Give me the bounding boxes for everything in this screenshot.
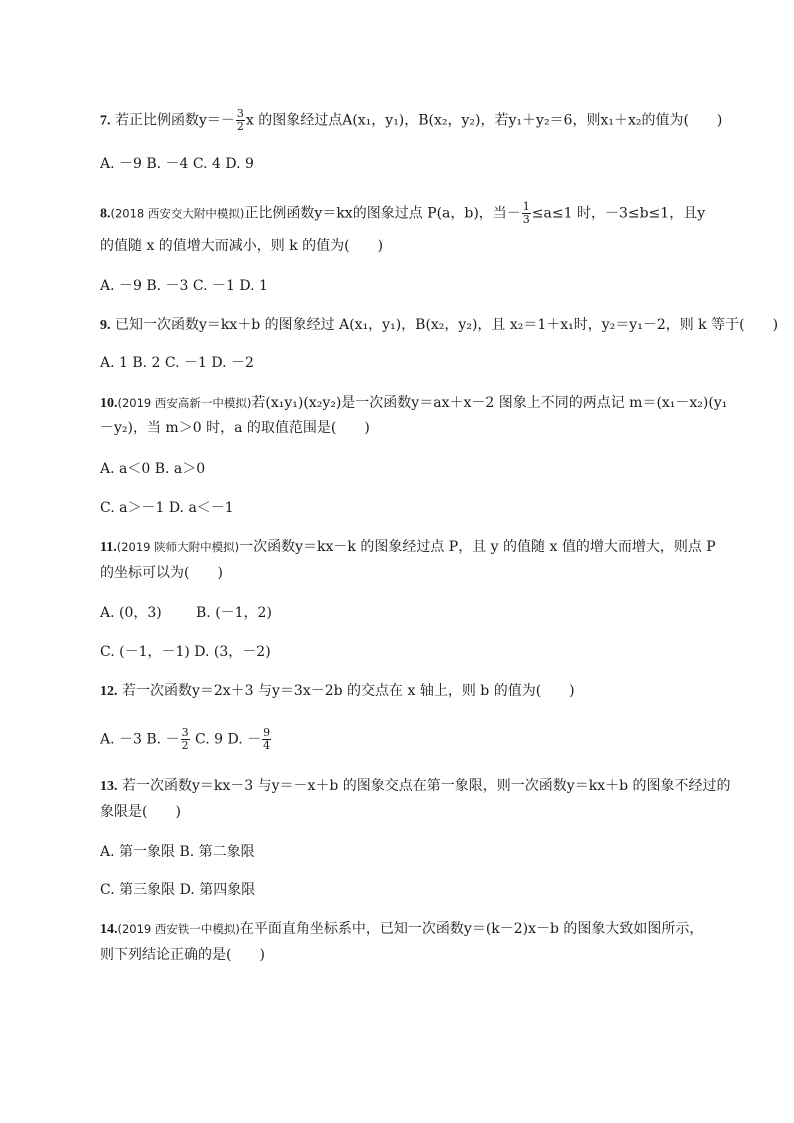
question-number: 8. (100, 206, 111, 222)
question-number: 9. (100, 318, 111, 333)
question-9 (100, 315, 778, 336)
question-7 (100, 108, 722, 133)
question-14-line-2: 则下列结论正确的是( ) (100, 947, 265, 963)
question-text-continued: ≤a≤1 时，－3≤b≤1，且y (531, 205, 706, 222)
question-8-options: A. －9 B. －3 C. －1 D. 1 (100, 278, 268, 294)
question-11-options-row-2: C. (－1，－1) D. (3，－2) (100, 644, 271, 660)
question-text-continued: x 的图象经过点A(x₁，y₁)，B(x₂，y₂)，若y₁＋y₂＝6，则x₁＋x₂的值为( ) (245, 112, 723, 129)
question-text: 在平面直角坐标系中，已知一次函数y＝(k－2)x－b 的图象大致如图所示， (239, 921, 704, 937)
question-text: 已知一次函数y＝kx＋b 的图象经过 A(x₁，y₁)，B(x₂，y₂)，且 x₂＝1＋x₁时，y₂＝y₁－2，则 k 等于( ) (110, 317, 779, 333)
question-14 (100, 919, 703, 940)
question-8 (100, 201, 705, 226)
fraction-denominator: 2 (236, 120, 244, 133)
fraction (522, 201, 531, 226)
fraction-numerator: 3 (236, 107, 244, 120)
fraction-numerator: 3 (181, 726, 189, 739)
question-text: 若正比例函数y＝－ (110, 112, 235, 129)
question-text: 若(x₁y₁)(x₂y₂)是一次函数y＝ax＋x－2 图象上不同的两点记 m＝(x₁－x₂)(y₁ (251, 395, 728, 411)
question-7-options: A. －9 B. －4 C. 4 D. 9 (100, 156, 254, 172)
fraction (262, 727, 271, 752)
question-13 (100, 776, 731, 797)
fraction (236, 108, 245, 133)
question-source: (2019 陕师大附中模拟) (116, 540, 240, 554)
question-number: 11. (100, 540, 117, 555)
question-source: (2019 西安铁一中模拟) (117, 922, 240, 936)
question-12 (100, 681, 575, 702)
question-text: 若一次函数y＝kx－3 与y＝－x＋b 的图象交点在第一象限，则一次函数y＝kx＋b 的图象不经过的 (117, 778, 731, 794)
question-10 (100, 393, 727, 414)
options-c-d: C. 9 D. － (190, 731, 262, 748)
fraction-denominator: 3 (522, 213, 530, 226)
question-13-options-row-1: A. 第一象限 B. 第二象限 (100, 844, 255, 860)
question-number: 12. (100, 684, 118, 699)
question-source: (2018 西安交大附中模拟) (110, 206, 245, 221)
question-12-options (100, 727, 272, 752)
question-10-options-row-2: C. a＞－1 D. a＜－1 (100, 500, 234, 516)
question-10-options-row-1: A. a＜0 B. a＞0 (100, 461, 206, 477)
question-13-options-row-2: C. 第三象限 D. 第四象限 (100, 882, 256, 898)
question-number: 13. (100, 779, 118, 794)
question-13-line-2: 象限是( ) (100, 804, 181, 820)
question-text: 若一次函数y＝2x＋3 与y＝3x－2b 的交点在 x 轴上，则 b 的值为( ) (117, 683, 575, 699)
fraction-denominator: 2 (181, 739, 189, 752)
question-8-line-2: 的值随 x 的值增大而减小，则 k 的值为( ) (100, 238, 384, 254)
fraction-numerator: 1 (522, 200, 530, 213)
question-10-line-2: －y₂)，当 m＞0 时，a 的取值范围是( ) (100, 420, 370, 436)
question-11-line-2: 的坐标可以为( ) (100, 565, 223, 581)
fraction-numerator: 9 (263, 726, 271, 739)
question-11-option-a: A. (0，3) (100, 605, 162, 621)
question-number: 10. (100, 396, 118, 411)
question-11-option-b: B. (－1，2) (196, 605, 272, 621)
fraction (181, 727, 190, 752)
question-11 (100, 537, 716, 558)
question-number: 7. (100, 113, 111, 129)
question-9-options: A. 1 B. 2 C. －1 D. －2 (100, 355, 254, 371)
question-text: 正比例函数y＝kx的图象过点 P(a，b)，当－ (244, 205, 521, 222)
question-text: 一次函数y＝kx－k 的图象经过点 P，且 y 的值随 x 值的增大而增大，则点 P (239, 539, 716, 555)
fraction-denominator: 4 (263, 739, 271, 752)
question-source: (2019 西安高新一中模拟) (117, 396, 252, 410)
options-a-b: A. －3 B. － (100, 731, 180, 748)
question-number: 14. (100, 922, 118, 937)
